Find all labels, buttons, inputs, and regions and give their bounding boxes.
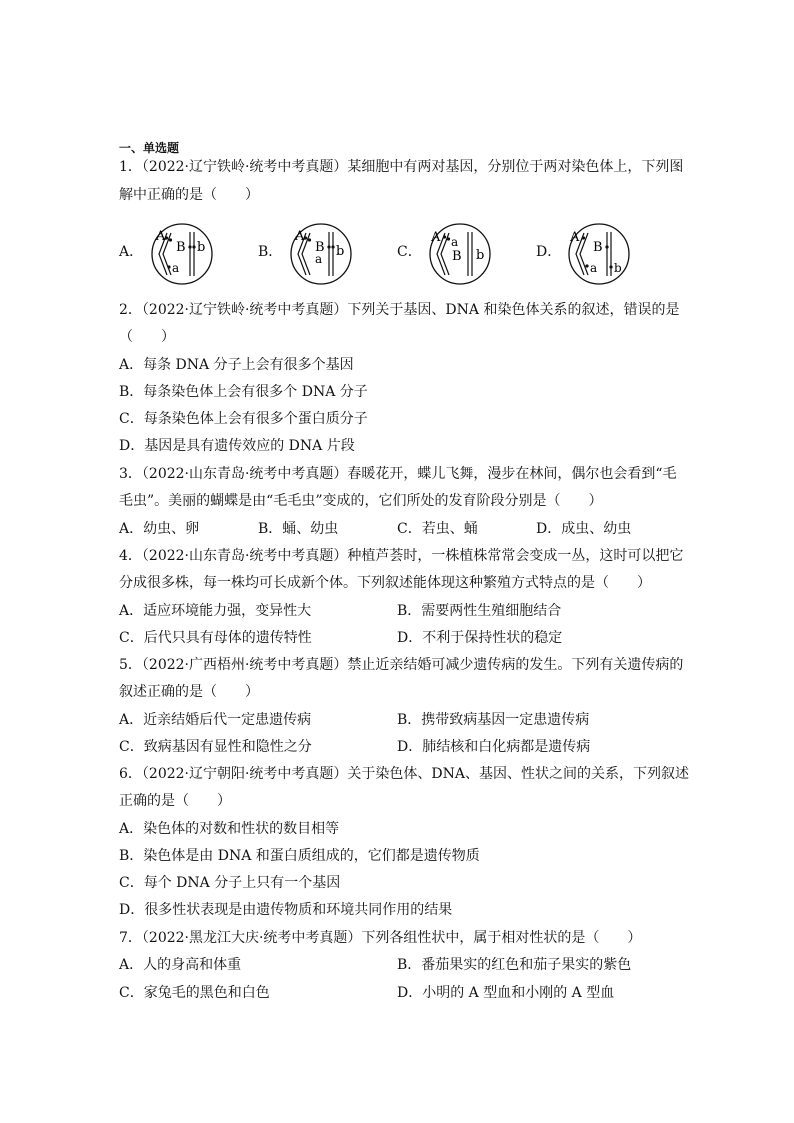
gene-label: b xyxy=(197,240,206,255)
q3-option-d[interactable]: D．成虫、幼虫 xyxy=(536,521,632,537)
gene-label: B xyxy=(452,249,462,264)
q4-option-c[interactable]: C．后代只具有母体的遗传特性 xyxy=(119,630,312,646)
gene-label: a xyxy=(315,252,323,266)
q7-option-b[interactable]: B．番茄果实的红色和茄子果实的紫色 xyxy=(397,957,632,973)
q2-line-2: （ ） xyxy=(119,329,175,345)
gene-label: A xyxy=(431,230,441,245)
gene-label: A xyxy=(156,229,166,244)
q7-line-1: 7．（2022·黑龙江大庆·统考中考真题）下列各组性状中，属于相对性状的是（ ） xyxy=(119,930,642,946)
q5-line-1: 5．（2022·广西梧州·统考中考真题）禁止近亲结婚可减少遗传病的发生。下列有关遗传病的 xyxy=(119,657,684,673)
q1-option-b-cell-diagram xyxy=(281,222,361,286)
q1-line-1: 1．（2022·辽宁铁岭·统考中考真题）某细胞中有两对基因，分别位于两对染色体上，下列图 xyxy=(119,159,684,175)
q7-option-c[interactable]: C．家兔毛的黑色和白色 xyxy=(119,985,270,1001)
gene-label: B xyxy=(315,240,325,255)
q2-line-1: 2．（2022·辽宁铁岭·统考中考真题）下列关于基因、DNA 和染色体关系的叙述，错误的是 xyxy=(119,302,680,318)
q6-line-1: 6．（2022·辽宁朝阳·统考中考真题）关于染色体、DNA、基因、性状之间的关系，下列叙述 xyxy=(119,766,690,782)
q1-option-d-cell-diagram xyxy=(559,222,639,286)
q5-option-a[interactable]: A．近亲结婚后代一定患遗传病 xyxy=(119,712,312,728)
q1-line-2: 解中正确的是（ ） xyxy=(119,187,259,203)
q3-option-c[interactable]: C．若虫、蛹 xyxy=(397,521,478,537)
q2-option-d[interactable]: D．基因是具有遗传效应的 DNA 片段 xyxy=(119,438,355,454)
q2-option-c[interactable]: C．每条染色体上会有很多个蛋白质分子 xyxy=(119,411,368,427)
q2-option-a[interactable]: A．每条 DNA 分子上会有很多个基因 xyxy=(119,357,354,373)
gene-label: a xyxy=(451,235,459,249)
q3-option-b[interactable]: B．蛹、幼虫 xyxy=(258,521,339,537)
gene-label: b xyxy=(614,261,622,275)
q3-line-2: 毛虫”。美丽的蝴蝶是由“毛毛虫”变成的，它们所处的发育阶段分别是（ ） xyxy=(119,493,603,509)
q1-option-a-cell-diagram xyxy=(142,222,222,286)
gene-label: a xyxy=(172,261,180,275)
q4-option-d[interactable]: D．不利于保持性状的稳定 xyxy=(397,630,563,646)
q1-option-c-label: C． xyxy=(397,244,422,260)
q1-option-a-label: A． xyxy=(119,244,144,260)
q5-option-d[interactable]: D．肺结核和白化病都是遗传病 xyxy=(397,739,591,755)
q4-line-2: 分成很多株，每一株均可长成新个体。下列叙述能体现这种繁殖方式特点的是（ ） xyxy=(119,575,651,591)
q5-option-b[interactable]: B．携带致病基因一定患遗传病 xyxy=(397,712,590,728)
q7-option-a[interactable]: A．人的身高和体重 xyxy=(119,957,242,973)
q1-option-d[interactable] xyxy=(536,222,706,286)
gene-label: A xyxy=(295,229,305,244)
gene-label: b xyxy=(336,244,345,259)
gene-label: b xyxy=(476,248,485,263)
q1-option-c-cell-diagram xyxy=(420,222,500,286)
q6-option-d[interactable]: D．很多性状表现是由遗传物质和环境共同作用的结果 xyxy=(119,902,453,918)
gene-label: A xyxy=(570,230,580,245)
q3-line-1: 3．（2022·山东青岛·统考中考真题）春暖花开，蝶儿飞舞，漫步在林间，偶尔也会看到“毛 xyxy=(119,466,677,482)
q4-line-1: 4．（2022·山东青岛·统考中考真题）种植芦荟时，一株植株常常会变成一丛，这时可以把它 xyxy=(119,548,684,564)
q6-option-c[interactable]: C．每个 DNA 分子上只有一个基因 xyxy=(119,875,341,891)
gene-label: a xyxy=(590,261,598,275)
q3-option-a[interactable]: A．幼虫、卵 xyxy=(119,521,200,537)
q6-option-b[interactable]: B．染色体是由 DNA 和蛋白质组成的，它们都是遗传物质 xyxy=(119,848,480,864)
section-title: 一、单选题 xyxy=(119,141,180,155)
q4-option-a[interactable]: A．适应环境能力强，变异性大 xyxy=(119,603,312,619)
q5-line-2: 叙述正确的是（ ） xyxy=(119,684,259,700)
q6-line-2: 正确的是（ ） xyxy=(119,793,231,809)
q1-option-b-label: B． xyxy=(258,244,283,260)
q4-option-b[interactable]: B．需要两性生殖细胞结合 xyxy=(397,603,562,619)
q6-option-a[interactable]: A．染色体的对数和性状的数目相等 xyxy=(119,821,340,837)
q2-option-b[interactable]: B．每条染色体上会有很多个 DNA 分子 xyxy=(119,384,368,400)
q1-option-d-label: D． xyxy=(536,244,562,260)
q7-option-d[interactable]: D．小明的 A 型血和小刚的 A 型血 xyxy=(397,985,615,1001)
q5-option-c[interactable]: C．致病基因有显性和隐性之分 xyxy=(119,739,312,755)
gene-label: B xyxy=(176,240,186,255)
gene-label: B xyxy=(593,240,603,255)
